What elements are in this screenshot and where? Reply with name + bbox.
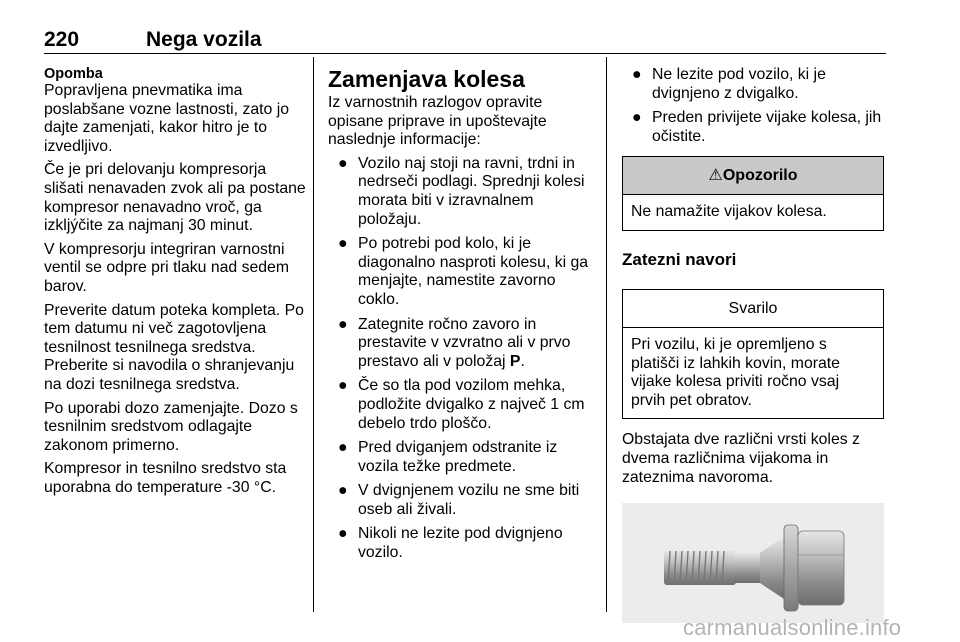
column-1 <box>44 66 306 502</box>
list-item: ● Vozilo naj stoji na ravni, trdni in nedrseči podlagi. Sprednji kolesi morata biti v izravnalnem položaju. <box>338 154 585 228</box>
paragraph: Preverite datum poteka kompleta. Po tem datumu ni več zagotovljena tesnilnost tesnilnega sredstva. Preberite si navodila o shranjevanju na dozi tesnilnega sredstva. <box>44 301 304 393</box>
list-item: ● Če so tla pod vozilom mehka, podložite dvigalko z največ 1 cm debelo trdo ploščo. <box>338 377 585 432</box>
page-number: 220 <box>44 28 80 51</box>
bullet-icon: ● <box>632 66 642 83</box>
bullet-list <box>328 155 594 563</box>
warning-title: Opozorilo <box>722 167 798 185</box>
warning-box <box>622 156 884 231</box>
bullet-icon: ● <box>338 482 348 500</box>
list-item: ● Preden privijete vijake kolesa, jih očistite. <box>632 109 882 145</box>
warning-box-body: Ne namažite vijakov kolesa. <box>631 203 827 221</box>
gear-position-p: P <box>509 352 521 370</box>
bullet-icon: ● <box>338 439 348 457</box>
column-divider-2 <box>606 57 607 612</box>
bullet-icon: ● <box>338 315 348 333</box>
section-heading: Zamenjava kolesa <box>328 66 525 92</box>
bullet-list <box>622 66 886 146</box>
list-item: ● Zategnite ročno zavoro in prestavite v vzvratno ali v prvo prestavo ali v položaj P. <box>338 315 571 370</box>
caution-box-body: Pri vozilu, ki je opremljeno s platišči iz lahkih kovin, morate vijake kolesa priviti ročno vsaj prvih pet obratov. <box>631 335 840 409</box>
list-item: ● Po potrebi pod kolo, ki je diagonalno nasproti kolesu, ki ga menjajte, namestite zavorno coklo. <box>338 235 589 308</box>
paragraph: V kompresorju integriran varnostni ventil se odpre pri tlaku nad sedem barov. <box>44 240 289 295</box>
bullet-icon: ● <box>632 109 642 127</box>
column-2 <box>328 66 594 569</box>
bullet-icon: ● <box>338 154 348 172</box>
closing-paragraph: Obstajata dve različni vrsti koles z dvema različnima vijakoma in zateznima navoroma. <box>622 431 860 486</box>
bullet-icon: ● <box>338 377 348 395</box>
list-item: ● Ne lezite pod vozilo, ki je dvignjeno z dvigalko. <box>632 66 826 102</box>
subheading: Zatezni navori <box>622 249 737 269</box>
note-heading: Opomba <box>44 66 103 82</box>
paragraph: Kompresor in tesnilno sredstvo sta uporabna do temperature -30 °C. <box>44 460 287 496</box>
bullet-icon: ● <box>338 235 348 253</box>
column-divider-1 <box>313 57 314 612</box>
section-title: Nega vozila <box>146 28 262 51</box>
list-item: ● Pred dviganjem odstranite iz vozila težke predmete. <box>338 439 558 475</box>
watermark: carmanualsonline.info <box>683 615 902 640</box>
intro-paragraph: Iz varnostnih razlogov opravite opisane priprave in upoštevajte naslednje informacije: <box>328 94 547 149</box>
warning-triangle-icon: ⚠ <box>708 167 723 185</box>
warning-box-header <box>623 157 883 195</box>
wheel-bolt-illustration <box>622 503 884 623</box>
bullet-icon: ● <box>338 525 348 543</box>
caution-title: Svarilo <box>623 290 883 328</box>
paragraph: Popravljena pnevmatika ima poslabšane vozne lastnosti, zato jo dajte zamenjati, kakor hitro je to izvedljivo. <box>44 82 290 155</box>
column-3 <box>622 66 886 623</box>
wheel-bolt-drawing <box>622 503 884 623</box>
list-item: ● Nikoli ne lezite pod dvignjeno vozilo. <box>338 525 563 562</box>
paragraph: Po uporabi dozo zamenjajte. Dozo s tesnilnim sredstvom odlagajte zakonom primerno. <box>44 399 298 454</box>
list-item: ● V dvignjenem vozilu ne sme biti oseb ali živali. <box>338 482 580 518</box>
caution-box <box>622 289 884 419</box>
page-header <box>44 28 886 54</box>
paragraph: Če je pri delovanju kompresorja slišati nenavaden zvok ali pa postane kompresor nenavadno vroč, ga izkljýčite za najmanj 30 minut. <box>44 161 306 235</box>
